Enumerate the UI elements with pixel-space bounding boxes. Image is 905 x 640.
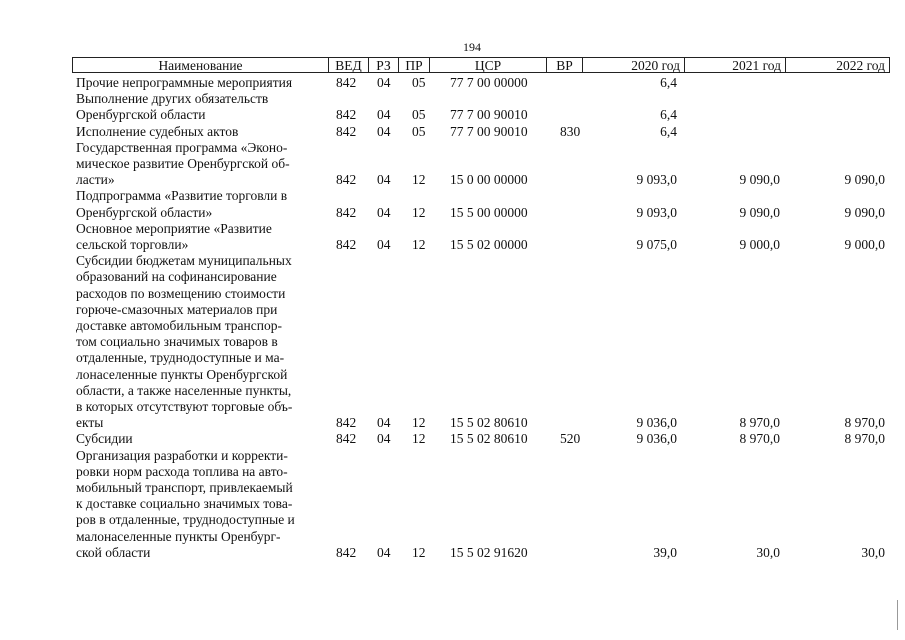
row-name-line: ров в отдаленные, труднодоступные и — [76, 512, 295, 528]
row-value-2021: 8 970,0 — [739, 431, 780, 447]
row-name-line: Организация разработки и корректи- — [76, 447, 288, 463]
row-name-line: к доставке социально значимых това- — [76, 496, 293, 512]
row-value-2021: 9 000,0 — [739, 237, 780, 253]
header-2021: 2021 год — [684, 57, 786, 73]
row-name-line: малонаселенные пункты Оренбург- — [76, 528, 281, 544]
page-number: 194 — [463, 40, 481, 54]
row-pr: 05 — [412, 107, 426, 123]
table-row — [72, 140, 890, 189]
row-csr: 15 5 02 80610 — [450, 431, 528, 447]
row-name-line: ласти» — [76, 172, 115, 188]
row-value-2022: 8 970,0 — [844, 431, 885, 447]
row-codes — [72, 205, 890, 221]
row-codes — [72, 172, 890, 188]
row-csr: 15 5 02 91620 — [450, 544, 528, 560]
row-rz: 04 — [377, 75, 391, 90]
row-name-line: доставке автомобильным транспор- — [76, 318, 282, 334]
table-body — [72, 75, 890, 561]
row-value-2022: 30,0 — [861, 544, 885, 560]
row-ved: 842 — [336, 204, 357, 220]
header-name: Наименование — [72, 57, 329, 73]
row-value-2022: 9 090,0 — [844, 204, 885, 220]
header-2022: 2022 год — [785, 57, 890, 73]
row-name-line: области, а также населенные пункты, — [76, 382, 292, 398]
row-name-line: лонаселенные пункты Оренбургской — [76, 366, 288, 382]
row-codes — [72, 415, 890, 431]
row-name-line: Исполнение судебных актов — [76, 123, 239, 139]
row-value-2020: 6,4 — [660, 123, 677, 139]
row-pr: 12 — [412, 544, 426, 560]
row-name-line: Субсидии — [76, 431, 133, 447]
row-name-line: том социально значимых товаров в — [76, 334, 278, 350]
row-name-line: образований на софинансирование — [76, 269, 277, 285]
row-rz: 04 — [377, 415, 391, 431]
row-csr: 15 5 00 00000 — [450, 204, 528, 220]
row-name-line: Оренбургской области — [76, 107, 206, 123]
header-csr: ЦСР — [429, 57, 547, 73]
row-pr: 05 — [412, 123, 426, 139]
row-value-2022: 9 000,0 — [844, 237, 885, 253]
row-pr: 12 — [412, 415, 426, 431]
row-rz: 04 — [377, 544, 391, 560]
row-csr: 15 0 00 00000 — [450, 172, 528, 188]
row-ved: 842 — [336, 123, 357, 139]
row-codes — [72, 75, 890, 91]
row-value-2020: 9 036,0 — [636, 431, 677, 447]
row-name-line: мическое развитие Оренбургской об- — [76, 156, 290, 172]
row-ved: 842 — [336, 544, 357, 560]
row-value-2020: 9 036,0 — [636, 415, 677, 431]
table-row — [72, 253, 890, 431]
row-name-line: ровки норм расхода топлива на авто- — [76, 463, 288, 479]
row-name-line: в которых отсутствуют торговые объ- — [76, 399, 293, 415]
table-row — [72, 448, 890, 561]
scan-edge-mark — [897, 600, 898, 630]
row-ved: 842 — [336, 107, 357, 123]
row-name-line: ской области — [76, 544, 151, 560]
row-value-2020: 9 093,0 — [636, 172, 677, 188]
row-codes — [72, 237, 890, 253]
row-name-line: Прочие непрограммные мероприятия — [76, 75, 293, 90]
row-name-line: горюче-смазочных материалов при — [76, 301, 278, 317]
row-vr: 830 — [560, 123, 581, 139]
row-rz: 04 — [377, 431, 391, 447]
row-value-2020: 9 075,0 — [636, 237, 677, 253]
row-name-line: Основное мероприятие «Развитие — [76, 220, 272, 236]
row-value-2020: 6,4 — [660, 107, 677, 123]
row-name-line: Государственная программа «Эконо- — [76, 139, 288, 155]
table-row — [72, 124, 890, 140]
row-value-2022: 8 970,0 — [844, 415, 885, 431]
table-row — [72, 188, 890, 220]
header-ved: ВЕД — [328, 57, 369, 73]
row-value-2020: 39,0 — [653, 544, 677, 560]
table-row — [72, 75, 890, 91]
row-value-2021: 9 090,0 — [739, 204, 780, 220]
row-rz: 04 — [377, 204, 391, 220]
header-vr: ВР — [546, 57, 583, 73]
row-pr: 12 — [412, 204, 426, 220]
row-codes — [72, 545, 890, 561]
row-ved: 842 — [336, 172, 357, 188]
row-ved: 842 — [336, 431, 357, 447]
row-pr: 12 — [412, 237, 426, 253]
row-name-line: Субсидии бюджетам муниципальных — [76, 253, 292, 269]
row-csr: 15 5 02 80610 — [450, 415, 528, 431]
row-value-2021: 8 970,0 — [739, 415, 780, 431]
row-ved: 842 — [336, 237, 357, 253]
header-pr: ПР — [398, 57, 430, 73]
row-name-line: расходов по возмещению стоимости — [76, 285, 286, 301]
row-csr: 77 7 00 00000 — [450, 75, 528, 90]
row-csr: 77 7 00 90010 — [450, 107, 528, 123]
row-name — [72, 448, 324, 561]
row-name-line: сельской торговли» — [76, 237, 189, 253]
row-name-line: отдаленные, труднодоступные и ма- — [76, 350, 285, 366]
row-value-2022: 9 090,0 — [844, 172, 885, 188]
row-rz: 04 — [377, 237, 391, 253]
header-rz: РЗ — [368, 57, 399, 73]
row-value-2020: 6,4 — [660, 75, 677, 90]
row-ved: 842 — [336, 75, 357, 90]
row-name-line: Оренбургской области» — [76, 204, 213, 220]
table-header — [72, 57, 890, 74]
row-value-2021: 30,0 — [756, 544, 780, 560]
row-codes — [72, 432, 890, 448]
row-pr: 12 — [412, 172, 426, 188]
row-pr: 05 — [412, 75, 426, 90]
row-name-line: мобильный транспорт, привлекаемый — [76, 480, 293, 496]
row-codes — [72, 108, 890, 124]
row-rz: 04 — [377, 123, 391, 139]
row-ved: 842 — [336, 415, 357, 431]
table-row — [72, 221, 890, 253]
row-rz: 04 — [377, 172, 391, 188]
row-value-2020: 9 093,0 — [636, 204, 677, 220]
budget-table — [72, 57, 890, 561]
table-row — [72, 431, 890, 447]
row-pr: 12 — [412, 431, 426, 447]
row-name — [72, 253, 324, 431]
row-csr: 77 7 00 90010 — [450, 123, 528, 139]
row-value-2021: 9 090,0 — [739, 172, 780, 188]
table-row — [72, 91, 890, 123]
row-name-line: екты — [76, 415, 104, 431]
row-codes — [72, 124, 890, 140]
row-csr: 15 5 02 00000 — [450, 237, 528, 253]
row-rz: 04 — [377, 107, 391, 123]
row-vr: 520 — [560, 431, 581, 447]
header-2020: 2020 год — [582, 57, 685, 73]
row-name-line: Выполнение других обязательств — [76, 91, 269, 107]
row-name-line: Подпрограмма «Развитие торговли в — [76, 188, 288, 204]
